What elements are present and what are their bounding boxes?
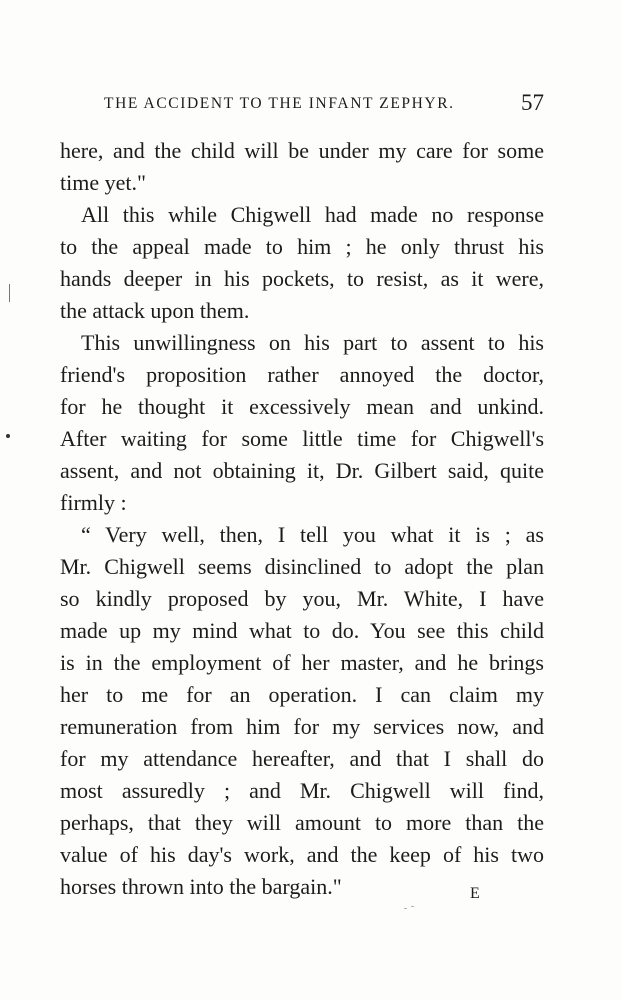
text-line: firmly : <box>60 490 127 515</box>
text-line: so kindly proposed by you, Mr. White, I have <box>60 586 544 611</box>
text-line: hands deeper in his pockets, to resist, as it were, <box>60 266 544 291</box>
running-header <box>104 90 544 120</box>
text-line: is in the employment of her master, and he brings <box>60 650 544 675</box>
text-line: This unwillingness on his part to assent to his <box>81 330 544 355</box>
text-line: assent, and not obtaining it, Dr. Gilbert said, quite <box>60 458 544 483</box>
text-line: horses thrown into the bargain." <box>60 874 342 899</box>
text-line: the attack upon them. <box>60 298 250 323</box>
text-line: time yet." <box>60 170 146 195</box>
signature-mark: E <box>470 885 480 902</box>
ink-speck <box>9 284 10 302</box>
text-line: friend's proposition rather annoyed the doctor, <box>60 362 544 387</box>
text-line: perhaps, that they will amount to more than the <box>60 810 544 835</box>
ink-speck <box>411 906 414 907</box>
text-line: for my attendance hereafter, and that I shall do <box>60 746 544 771</box>
page-number: 57 <box>521 90 544 115</box>
running-head-title: THE ACCIDENT TO THE INFANT ZEPHYR. <box>104 95 455 112</box>
text-line: her to me for an operation. I can claim my <box>60 682 544 707</box>
text-line: remuneration from him for my services now, and <box>60 714 544 739</box>
ink-speck <box>404 908 407 909</box>
text-line: here, and the child will be under my care for some <box>60 138 544 163</box>
text-line: to the appeal made to him ; he only thrust his <box>60 234 544 259</box>
text-line: most assuredly ; and Mr. Chigwell will find, <box>60 778 544 803</box>
text-line: After waiting for some little time for Chigwell's <box>60 426 544 451</box>
text-line: made up my mind what to do. You see this child <box>60 618 544 643</box>
text-line: for he thought it excessively mean and unkind. <box>60 394 544 419</box>
text-line: All this while Chigwell had made no response <box>81 202 544 227</box>
ink-speck <box>6 434 10 438</box>
text-line: “ Very well, then, I tell you what it is ; as <box>81 522 544 547</box>
text-line: Mr. Chigwell seems disinclined to adopt the plan <box>60 554 544 579</box>
text-line: value of his day's work, and the keep of his two <box>60 842 544 867</box>
